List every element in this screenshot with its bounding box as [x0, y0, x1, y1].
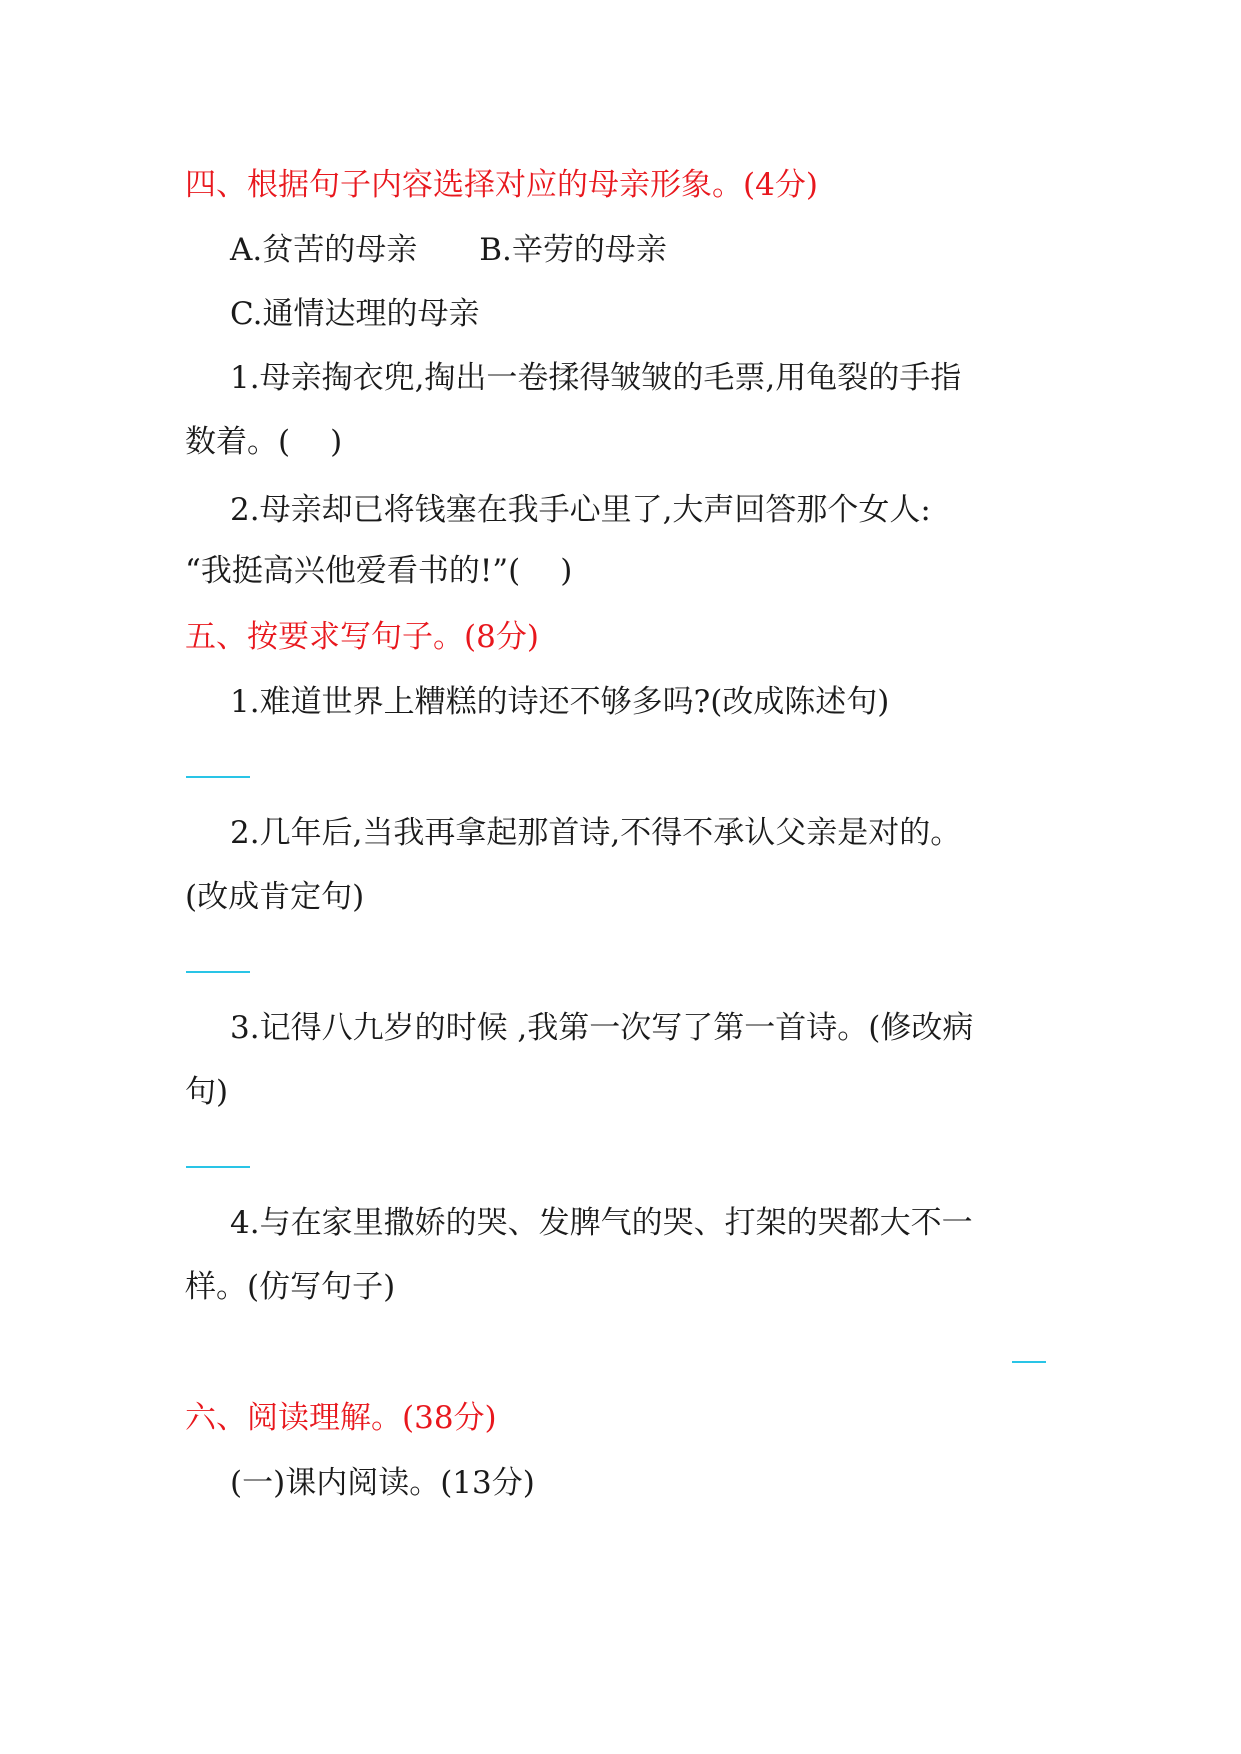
- s4-q2-close: ): [560, 553, 573, 589]
- s4-question-1-line-2: [185, 422, 342, 462]
- s4-question-1-line-1: 1.母亲掏衣兜,掏出一卷揉得皱皱的毛票,用龟裂的手指: [230, 360, 962, 396]
- section-6-heading: 六、阅读理解。(38分): [185, 1400, 497, 1436]
- s5-q4-answer-line[interactable]: [1012, 1361, 1046, 1363]
- s5-question-1: 1.难道世界上糟糕的诗还不够多吗?(改成陈述句): [230, 684, 890, 720]
- s5-question-3-line-1: 3.记得八九岁的时候 ,我第一次写了第一首诗。(修改病: [230, 1010, 974, 1046]
- s6-subsection-1: (一)课内阅读。(13分): [230, 1465, 535, 1501]
- s4-q2-text: “我挺高兴他爱看书的!”(: [185, 553, 521, 589]
- s4-question-2-line-2: [185, 551, 572, 591]
- option-c: C.通情达理的母亲: [230, 296, 480, 332]
- option-a: [230, 230, 667, 270]
- s5-question-4-line-1: 4.与在家里撒娇的哭、发脾气的哭、打架的哭都大不一: [230, 1205, 973, 1241]
- s5-q1-answer-line[interactable]: [186, 776, 250, 778]
- option-a-label: A.贫苦的母亲: [230, 232, 418, 268]
- s4-q1-close: ): [330, 424, 343, 460]
- s5-question-2-line-1: 2.几年后,当我再拿起那首诗,不得不承认父亲是对的。: [230, 815, 962, 851]
- s5-question-4-line-2: 样。(仿写句子): [185, 1269, 396, 1305]
- s5-question-3-line-2: 句): [185, 1074, 229, 1110]
- s5-q2-answer-line[interactable]: [186, 971, 250, 973]
- section-4-heading: 四、根据句子内容选择对应的母亲形象。(4分): [185, 167, 818, 203]
- s5-question-2-line-2: (改成肯定句): [185, 879, 365, 915]
- s4-question-2-line-1: 2.母亲却已将钱塞在我手心里了,大声回答那个女人:: [230, 492, 931, 528]
- s4-q1-text: 数着。(: [185, 424, 291, 460]
- s5-q3-answer-line[interactable]: [186, 1166, 250, 1168]
- option-b-label: B.辛劳的母亲: [479, 232, 667, 268]
- section-5-heading: 五、按要求写句子。(8分): [185, 619, 539, 655]
